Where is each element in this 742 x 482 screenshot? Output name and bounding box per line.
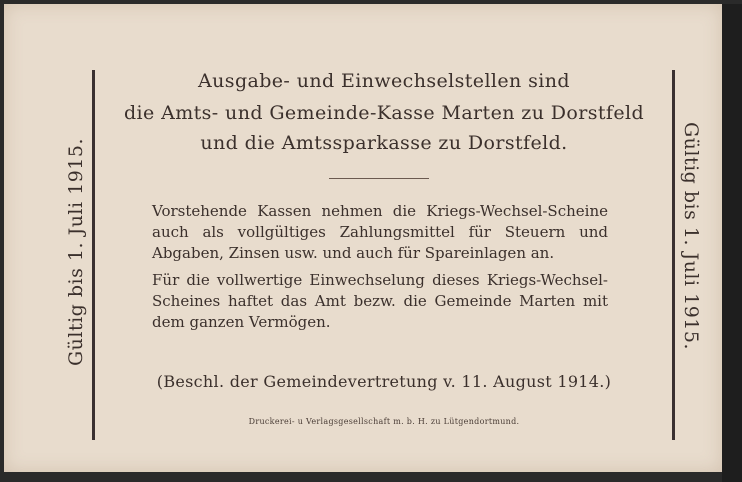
resolution-note: (Beschl. der Gemeindevertretung v. 11. August 1914.) (156, 372, 612, 391)
banknote-reverse (4, 4, 722, 472)
validity-right: Gültig bis 1. Juli 1915. (680, 121, 702, 351)
background-edge (722, 4, 742, 482)
paragraph-1: Vorstehende Kassen nehmen die Kriegs-Wechsel-Scheine auch als vollgültiges Zahlungsmittel für Steuern und Abgaben, Zinsen usw. und auch für Spareinlagen an. (152, 202, 608, 262)
printer-imprint: Druckerei- u Verlagsgesellschaft m. b. H. zu Lütgendortmund. (248, 417, 520, 426)
right-border-line (672, 70, 675, 440)
divider (329, 178, 429, 179)
paragraph-2: Für die vollwertige Einwechselung dieses Kriegs-Wechsel-Scheines haftet das Amt bezw. die Gemeinde Marten mit dem ganzen Vermögen. (152, 271, 608, 331)
validity-left: Gültig bis 1. Juli 1915. (65, 137, 87, 367)
left-border-line (92, 70, 95, 440)
heading-line-2: die Amts- und Gemeinde-Kasse Marten zu Dorstfeld (123, 102, 645, 124)
heading-line-1: Ausgabe- und Einwechselstellen sind (198, 70, 570, 92)
heading-line-3: und die Amtssparkasse zu Dorstfeld. (200, 132, 568, 154)
